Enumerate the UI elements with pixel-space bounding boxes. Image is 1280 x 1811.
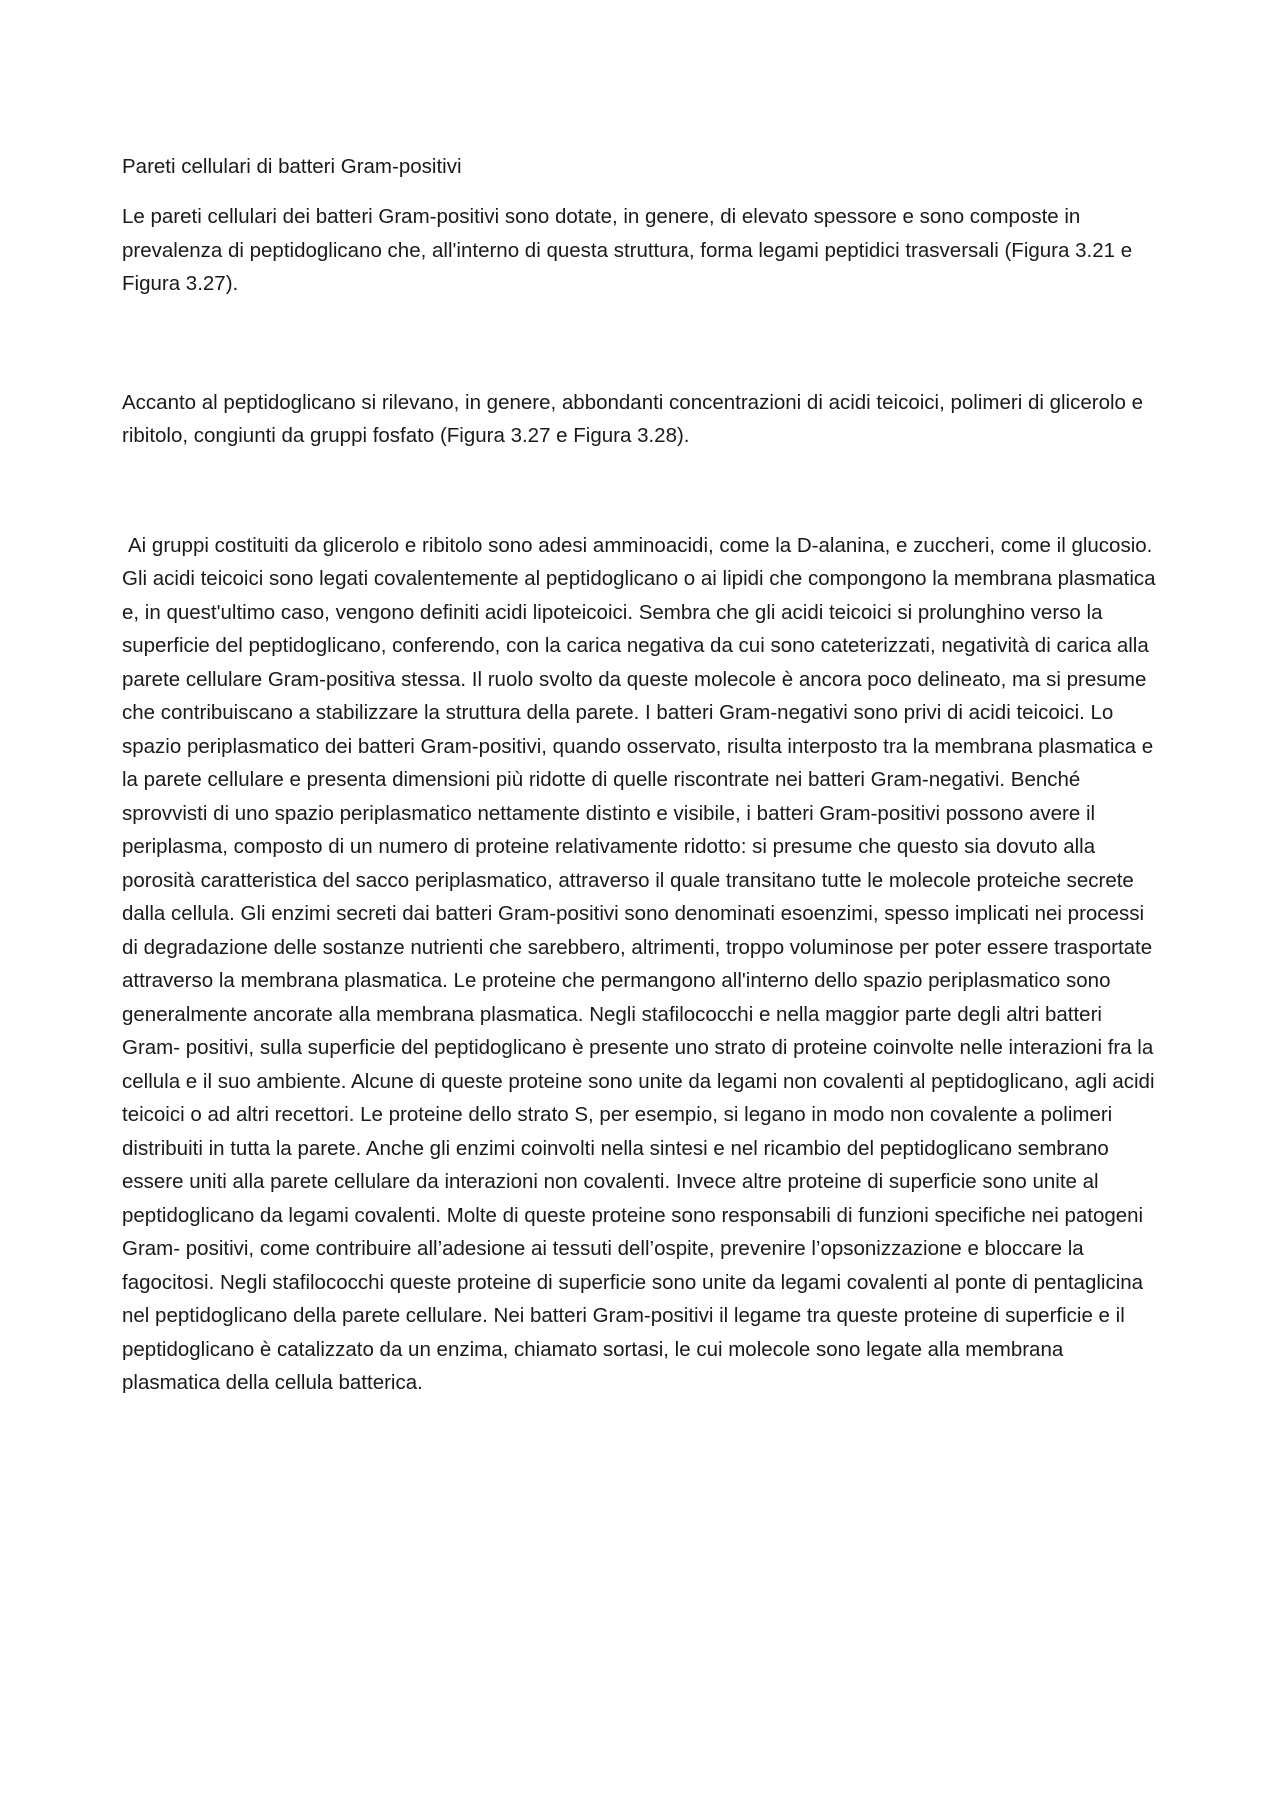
paragraph-surface-proteins: Ai gruppi costituiti da glicerolo e ribitolo sono adesi amminoacidi, come la D-alanina, e zuccheri, come il glucosio. Gli acidi teicoici sono legati covalentemente al peptidoglicano o ai lipidi che compongono la membrana plasmatica e, in quest'ultimo caso, vengono definiti acidi lipoteicoici. Sembra che gli acidi teicoici si prolunghino verso la superficie del peptidoglicano, conferendo, con la carica negativa da cui sono cateterizzati, negatività di carica alla parete cellulare Gram-positiva stessa. Il ruolo svolto da queste molecole è ancora poco delineato, ma si presume che contribuiscano a stabilizzare la struttura della parete. I batteri Gram-negativi sono privi di acidi teicoici. Lo spazio periplasmatico dei batteri Gram-positivi, quando osservato, risulta interposto tra la membrana plasmatica e la parete cellulare e presenta dimensioni più ridotte di quelle riscontrate nei batteri Gram-negativi. Benché sprovvisti di uno spazio periplasmatico nettamente distinto e visibile, i batteri Gram-positivi possono avere il periplasma, composto di un numero di proteine relativamente ridotto: si presume che questo sia dovuto alla porosità caratteristica del sacco periplasmatico, attraverso il quale transitano tutte le molecole proteiche secrete dalla cellula. Gli enzimi secreti dai batteri Gram-positivi sono denominati esoenzimi, spesso implicati nei processi di degradazione delle sostanze nutrienti che sarebbero, altrimenti, troppo voluminose per poter essere trasportate attraverso la membrana plasmatica. Le proteine che permangono all'interno dello spazio periplasmatico sono generalmente ancorate alla membrana plasmatica. Negli stafilococchi e nella maggior parte degli altri batteri Gram- positivi, sulla superficie del peptidoglicano è presente uno strato di proteine coinvolte nelle interazioni fra la cellula e il suo ambiente. Alcune di queste proteine sono unite da legami non covalenti al peptidoglicano, agli acidi teicoici o ad altri recettori. Le proteine dello strato S, per esempio, si legano in modo non covalente a polimeri distribuiti in tutta la parete. Anche gli enzimi coinvolti nella sintesi e nel ricambio del peptidoglicano sembrano essere uniti alla parete cellulare da interazioni non covalenti. Invece altre proteine di superficie sono unite al peptidoglicano da legami covalenti. Molte di queste proteine sono responsabili di funzioni specifiche nei patogeni Gram- positivi, come contribuire all’adesione ai tessuti dell’ospite, prevenire l’opsonizzazione e bloccare la fagocitosi. Negli stafilococchi queste proteine di superficie sono unite da legami covalenti al ponte di pentaglicina nel peptidoglicano della parete cellulare. Nei batteri Gram-positivi il legame tra queste proteine di superficie e il peptidoglicano è catalizzato da un enzima, chiamato sortasi, le cui molecole sono legate alla membrana plasmatica della cellula batterica. xyxy=(122,533,1156,1394)
document-body xyxy=(122,150,1162,1400)
document-title: Pareti cellulari di batteri Gram-positivi xyxy=(122,155,462,178)
paragraph-teichoic-acids: Accanto al peptidoglicano si rilevano, in genere, abbondanti concentrazioni di acidi teicoici, polimeri di glicerolo e ribitolo, congiunti da gruppi fosfato (Figura 3.27 e Figura 3.28). xyxy=(122,390,1144,447)
paragraph-cell-wall-structure: Le pareti cellulari dei batteri Gram-positivi sono dotate, in genere, di elevato spessore e sono composte in prevalenza di peptidoglicano che, all'interno di questa struttura, forma legami peptidici trasversali (Figura 3.21 e Figura 3.27). xyxy=(122,205,1133,295)
